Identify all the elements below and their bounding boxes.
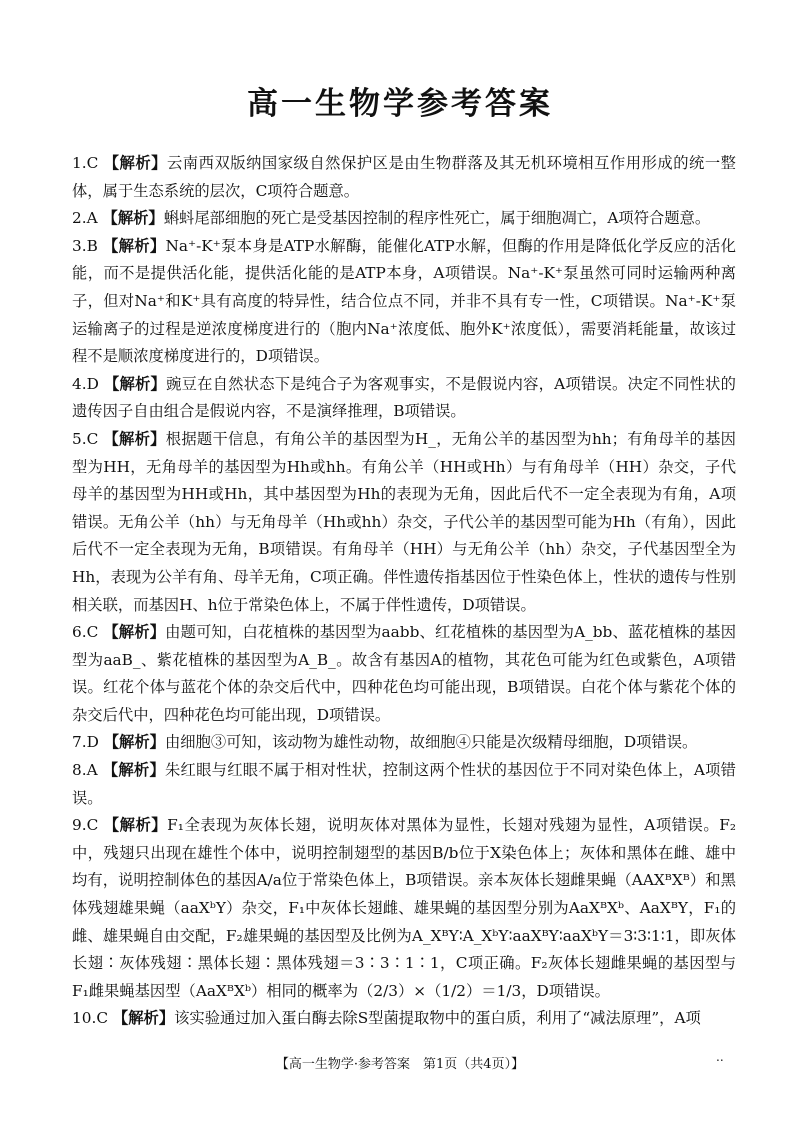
analysis-tag: 【解析】 — [103, 733, 165, 752]
answer-item-8 — [72, 757, 736, 812]
analysis-tag: 【解析】 — [103, 236, 166, 255]
analysis-tag: 【解析】 — [103, 816, 168, 835]
answer-text: 朱红眼与红眼不属于相对性状，控制这两个性状的基因位于不同对染色体上，A项错误。 — [72, 761, 736, 807]
answer-number: 6.C — [72, 623, 99, 642]
answer-text: 该实验通过加入蛋白酶去除S型菌提取物中的蛋白质，利用了“减法原理”，A项 — [174, 1009, 701, 1028]
answer-item-7 — [72, 729, 736, 757]
footer-mark: .. — [716, 1050, 724, 1064]
answer-item-5 — [72, 426, 736, 619]
answer-number: 10.C — [72, 1009, 109, 1028]
answer-number: 1.C — [72, 154, 99, 172]
analysis-tag: 【解析】 — [103, 623, 166, 642]
answer-item-3 — [72, 233, 736, 371]
page-title: 高一生物学参考答案 — [247, 86, 553, 122]
analysis-tag: 【解析】 — [103, 154, 167, 172]
answer-item-6 — [72, 619, 736, 729]
answer-item-2 — [72, 205, 736, 233]
answer-number: 7.D — [72, 733, 99, 752]
analysis-tag: 【解析】 — [103, 374, 167, 393]
answer-item-1 — [72, 150, 736, 205]
answer-text: 根据题干信息，有角公羊的基因型为H_，无角公羊的基因型为hh；有角母羊的基因型为HH，无角母羊的基因型为Hh或hh。有角公羊（HH或Hh）与有角母羊（HH）杂交，子代母羊的基因型为HH或Hh，其中基因型为Hh的表现为无角，因此后代不一定全表现为有角，A项错误。无角公羊（hh）与无角母羊（Hh或hh）杂交，子代公羊的基因型可能为Hh（有角），因此后代不一定全表现为无角，B项错误。有角母羊（HH）与无角公羊（hh）杂交，子代基因型全为Hh，表现为公羊有角、母羊无角，C项正确。伴性遗传指基因位于性染色体上，性状的遗传与性别相关联，而基因H、h位于常染色体上，不属于伴性遗传，D项错误。 — [72, 429, 736, 614]
answer-text: Na⁺-K⁺泵本身是ATP水解酶，能催化ATP水解，但酶的作用是降低化学反应的活化能，而不是提供活化能，提供活化能的是ATP本身，A项错误。Na⁺-K⁺泵虽然可同时运输两种离子，但对Na⁺和K⁺具有高度的特异性，结合位点不同，并非不具有专一性，C项错误。Na⁺-K⁺泵运输离子的过程是逆浓度梯度进行的（胞内Na⁺浓度低、胞外K⁺浓度低），需要消耗能量，故该过程不是顺浓度梯度进行的，D项错误。 — [72, 236, 736, 366]
answer-text: 豌豆在自然状态下是纯合子为客观事实，不是假说内容，A项错误。决定不同性状的遗传因子自由组合是假说内容，不是演绎推理，B项错误。 — [72, 374, 736, 421]
answer-item-4 — [72, 371, 736, 426]
answer-number: 4.D — [72, 374, 99, 393]
answer-number: 8.A — [72, 761, 98, 780]
answer-number: 2.A — [72, 209, 98, 228]
answer-number: 3.B — [72, 236, 98, 255]
answer-text: 由细胞③可知，该动物为雄性动物，故细胞④只能是次级精母细胞，D项错误。 — [164, 733, 698, 752]
answer-text: F₁全表现为灰体长翅，说明灰体对黑体为显性，长翅对残翅为显性，A项错误。F₂中，残翅只出现在雄性个体中，说明控制翅型的基因B/b位于X染色体上；灰体和黑体在雌、雄中均有，说明控制体色的基因A/a位于常染色体上，B项错误。亲本灰体长翅雌果蝇（AAXᴮXᴮ）和黑体残翅雄果蝇（aaXᵇY）杂交，F₁中灰体长翅雌、雄果蝇的基因型分别为AaXᴮXᵇ、AaXᴮY，F₁的雌、雄果蝇自由交配，F₂雄果蝇的基因型及比例为A_XᴮY∶A_XᵇY∶aaXᴮY∶aaXᵇY＝3∶3∶1∶1，即灰体长翅∶灰体残翅∶黑体长翅∶黑体残翅＝3∶3∶1∶1，C项正确。F₂灰体长翅雌果蝇的基因型与F₁雌果蝇基因型（AaXᴮXᵇ）相同的概率为（2/3）×（1/2）＝1/3，D项错误。 — [72, 816, 736, 1000]
answer-number: 5.C — [72, 429, 99, 448]
answer-item-10 — [72, 1005, 736, 1033]
answer-text: 蝌蚪尾部细胞的死亡是受基因控制的程序性死亡，属于细胞凋亡，A项符合题意。 — [163, 209, 711, 228]
analysis-tag: 【解析】 — [102, 209, 164, 228]
analysis-tag: 【解析】 — [103, 429, 166, 448]
answer-item-9 — [72, 812, 736, 1005]
analysis-tag: 【解析】 — [112, 1009, 175, 1028]
answer-list — [72, 150, 736, 1033]
analysis-tag: 【解析】 — [102, 761, 165, 780]
answer-number: 9.C — [72, 816, 99, 835]
answer-text: 由题可知，白花植株的基因型为aabb、红花植株的基因型为A_bb、蓝花植株的基因型为aaB_、紫花植株的基因型为A_B_。故含有基因A的植物，其花色可能为红色或紫色，A项错误。红花个体与蓝花个体的杂交后代中，四种花色均可能出现，B项错误。白花个体与紫花个体的杂交后代中，四种花色均可能出现，D项错误。 — [72, 623, 736, 724]
answer-text: 云南西双版纳国家级自然保护区是由生物群落及其无机环境相互作用形成的统一整体，属于生态系统的层次，C项符合题意。 — [72, 154, 736, 200]
page-footer: 【高一生物学·参考答案 第1页（共4页）】 — [275, 1057, 525, 1072]
